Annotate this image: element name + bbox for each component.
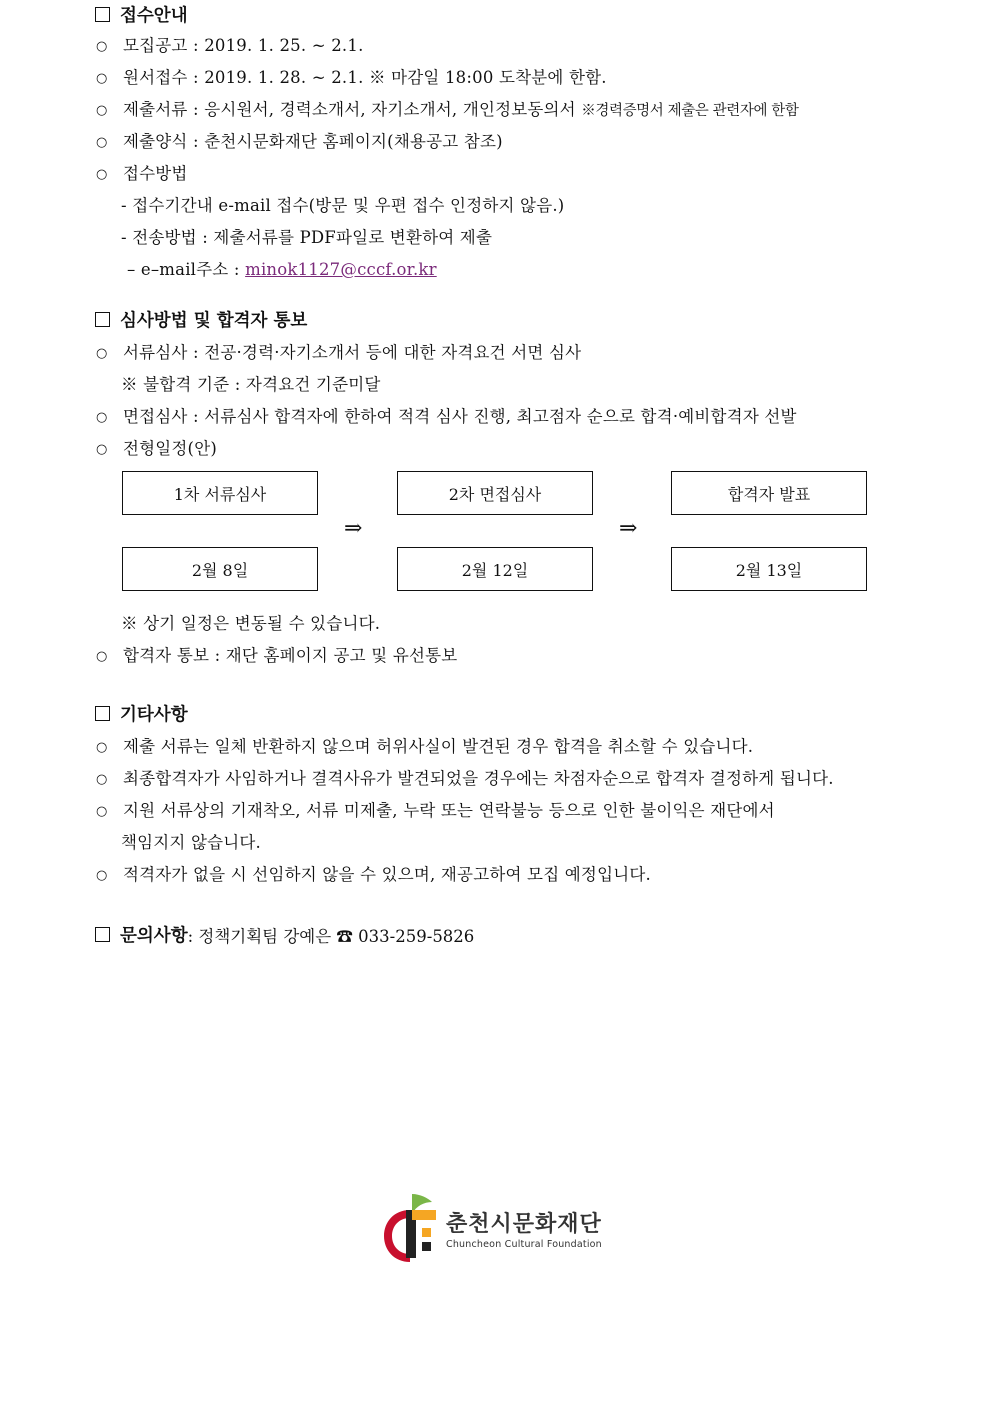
list-item-continuation: 책임지지 않습니다. [121,833,262,852]
circle-bullet-icon: ○ [96,167,108,182]
heading-text: 접수안내 [120,6,188,26]
list-item: ○ 제출서류 : 응시원서, 경력소개서, 자기소개서, 개인정보동의서 ※경력증명서 제출은 관련자에 한함 [96,100,799,119]
schedule-date-2: 2월 12일 [397,547,593,591]
email-label: – e–mail주소 : [127,260,240,279]
list-item: ○ 전형일정(안) [96,439,217,458]
circle-bullet-icon: ○ [96,39,108,54]
section-heading-other [95,701,188,726]
schedule-step-2: 2차 면접심사 [397,471,593,515]
circle-bullet-icon: ○ [96,71,108,86]
circle-bullet-icon: ○ [96,103,108,118]
schedule-note: ※ 상기 일정은 변동될 수 있습니다. [121,614,381,633]
foundation-logo-mark-icon [382,1192,438,1264]
list-item: ○ 최종합격자가 사임하거나 결격사유가 발견되었을 경우에는 차점자순으로 합격자 결정하게 됩니다. [96,769,834,788]
foundation-logo [382,1192,602,1264]
fail-criteria-note: ※ 불합격 기준 : 자격요건 기준미달 [121,375,381,394]
circle-bullet-icon: ○ [96,772,108,787]
heading-text: 심사방법 및 합격자 통보 [120,311,308,331]
logo-name-ko: 춘천시문화재단 [446,1211,602,1237]
heading-text: 문의사항 [120,926,188,946]
circle-bullet-icon: ○ [96,346,108,361]
list-item: ○ 면접심사 : 서류심사 합격자에 한하여 적격 심사 진행, 최고점자 순으로 합격·예비합격자 선발 [96,407,797,426]
list-item: ○ 제출 서류는 일체 반환하지 않으며 허위사실이 발견된 경우 합격을 취소할 수 있습니다. [96,737,754,756]
email-line [127,256,437,280]
circle-bullet-icon: ○ [96,410,108,425]
section-heading-contact [95,922,474,947]
list-item: ○ 합격자 통보 : 재단 홈페이지 공고 및 유선통보 [96,646,458,665]
section-heading-reception [95,2,188,27]
documents-note: ※경력증명서 제출은 관련자에 한함 [581,103,799,119]
schedule-step-3: 합격자 발표 [671,471,867,515]
list-item: ○ 제출양식 : 춘천시문화재단 홈페이지(채용공고 참조) [96,132,503,151]
circle-bullet-icon: ○ [96,740,108,755]
checkbox-square-icon [95,927,110,942]
schedule-date-3: 2월 13일 [671,547,867,591]
list-item: ○ 모집공고 : 2019. 1. 25. ~ 2.1. [96,36,364,55]
list-item: ○ 접수방법 [96,164,188,183]
method-detail: - 전송방법 : 제출서류를 PDF파일로 변환하여 제출 [121,228,493,247]
schedule-date-1: 2월 8일 [122,547,318,591]
circle-bullet-icon: ○ [96,868,108,883]
circle-bullet-icon: ○ [96,649,108,664]
list-item: ○ 적격자가 없을 시 선임하지 않을 수 있으며, 재공고하여 모집 예정입니다. [96,865,651,884]
section-heading-screening [95,307,307,332]
contact-text: : 정책기획팀 강예은 ☎ 033-259-5826 [187,926,475,946]
email-link[interactable]: minok1127@cccf.or.kr [245,260,437,279]
right-arrow-icon: ⇒ [344,516,363,541]
heading-text: 기타사항 [120,705,188,725]
circle-bullet-icon: ○ [96,135,108,150]
circle-bullet-icon: ○ [96,804,108,819]
right-arrow-icon: ⇒ [619,516,638,541]
schedule-step-1: 1차 서류심사 [122,471,318,515]
list-item: ○ 원서접수 : 2019. 1. 28. ~ 2.1. ※ 마감일 18:00 도착분에 한함. [96,68,607,87]
checkbox-square-icon [95,312,110,327]
logo-name-en: Chuncheon Cultural Foundation [446,1238,602,1250]
method-detail: - 접수기간내 e-mail 접수(방문 및 우편 접수 인정하지 않음.) [121,196,565,215]
list-item: ○ 지원 서류상의 기재착오, 서류 미제출, 누락 또는 연락불능 등으로 인한 불이익은 재단에서 [96,801,775,820]
checkbox-square-icon [95,7,110,22]
checkbox-square-icon [95,706,110,721]
list-item: ○ 서류심사 : 전공·경력·자기소개서 등에 대한 자격요건 서면 심사 [96,343,582,362]
circle-bullet-icon: ○ [96,442,108,457]
